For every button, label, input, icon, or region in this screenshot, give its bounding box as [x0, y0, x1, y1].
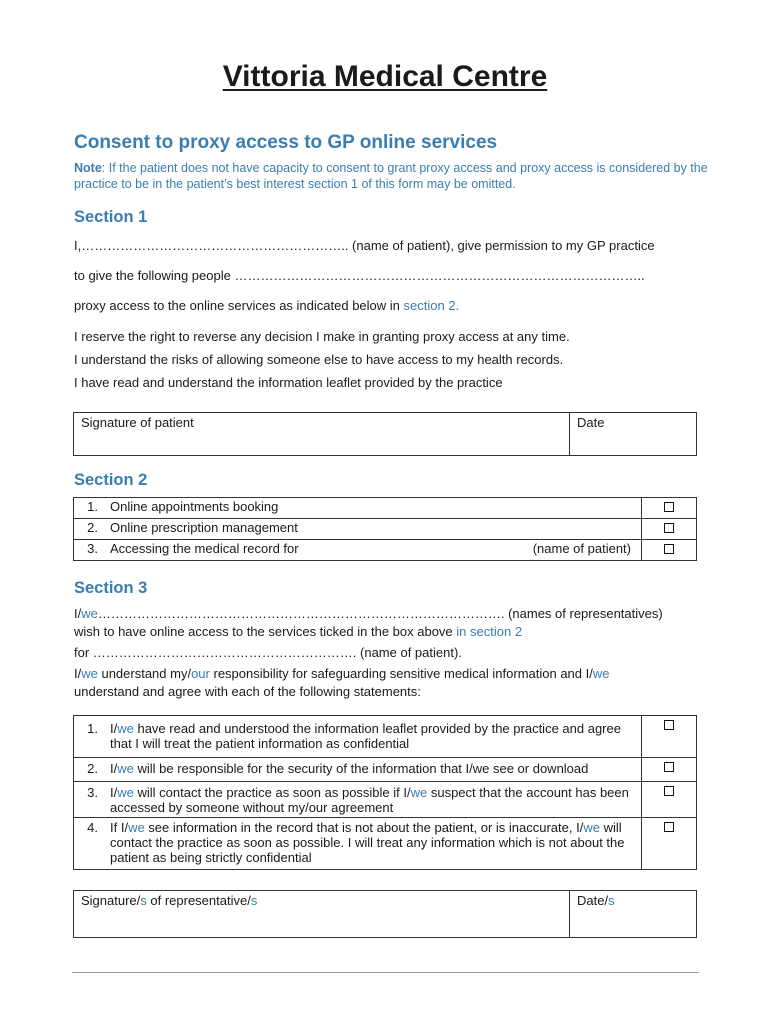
resp-text1: understand my/ — [97, 666, 192, 681]
statement-pre: I/ — [110, 761, 118, 776]
wish-text: wish to have online access to the services ticked in the box above — [74, 624, 457, 639]
rep-date-label-a: Date/ — [577, 893, 609, 908]
patient-date-label: Date — [577, 415, 605, 430]
statement-number: 4. — [87, 820, 98, 835]
rep-dots: …………………………………………………………………………………. (names of representatives) — [97, 606, 663, 621]
statement2-checkbox[interactable] — [664, 762, 674, 772]
statement-body2: will contact the practice as soon as possible. I will treat any information which is not about the patient as being strictly confidential — [110, 820, 625, 865]
statement-reverse: I reserve the right to reverse any decision I make in granting proxy access at any time. — [74, 329, 570, 344]
representative-date-field[interactable] — [570, 891, 697, 938]
statement-leaflet: I have read and understand the information leaflet provided by the practice — [74, 375, 503, 390]
section2-reference: section 2. — [403, 298, 460, 313]
wish-line — [74, 624, 522, 639]
note — [74, 160, 714, 192]
statement-checkbox-cell — [642, 782, 697, 818]
statement-we2: we — [410, 785, 428, 800]
statement-cell — [74, 758, 642, 782]
rep-sig-label-b: s — [140, 893, 147, 908]
statement-row — [74, 716, 697, 758]
section2-heading: Section 2 — [74, 471, 148, 489]
statement-number: 3. — [87, 785, 98, 800]
rep-sig-label-a: Signature/ — [81, 893, 141, 908]
statement-pre: If I/ — [110, 820, 129, 835]
statement-body: see information in the record that is not about the patient, or is inaccurate, I/ — [144, 820, 584, 835]
rep-sig-label-d: s — [250, 893, 258, 908]
service-label: Online prescription management — [110, 520, 298, 535]
service-label: Online appointments booking — [110, 499, 279, 514]
service-number: 3. — [87, 541, 98, 556]
service-cell — [74, 498, 642, 519]
statement-body2: suspect that the account has been accessed by someone without my/our agreement — [110, 785, 629, 815]
statement-cell — [74, 782, 642, 818]
statement-cell — [74, 716, 642, 758]
statement3-checkbox[interactable] — [664, 786, 674, 796]
statement-number: 2. — [87, 761, 98, 776]
statement-body: will be responsible for the security of the information that I/we see or download — [133, 761, 589, 776]
statement-row — [74, 782, 697, 818]
section3-heading: Section 3 — [74, 579, 148, 597]
proxy-access-line — [74, 298, 459, 313]
section1-heading: Section 1 — [74, 208, 148, 226]
representatives-line[interactable] — [74, 606, 663, 621]
patient-date-field[interactable] — [570, 413, 697, 456]
page-title: Vittoria Medical Centre — [222, 60, 548, 93]
resp-text2: responsibility for safeguarding sensitive medical information and I/ — [209, 666, 593, 681]
statement-checkbox-cell — [642, 716, 697, 758]
statement-body: will contact the practice as soon as possible if I/ — [133, 785, 411, 800]
statement-number: 1. — [87, 721, 98, 736]
statement-body: have read and understood the information leaflet provided by the practice and agree that I will treat the patient information as confidential — [110, 721, 621, 751]
statement-text — [110, 721, 641, 751]
representative-signature-table — [73, 890, 697, 938]
wish-section-ref: in section 2 — [456, 624, 523, 639]
footer-divider — [72, 972, 699, 973]
resp-our: our — [191, 666, 210, 681]
service-checkbox-cell — [642, 519, 697, 540]
patient-signature-table — [73, 412, 697, 456]
rep-date-label-b: s — [608, 893, 615, 908]
resp-we2: we — [592, 666, 610, 681]
statement-row — [74, 758, 697, 782]
resp-we: we — [81, 666, 98, 681]
statements-table — [73, 715, 697, 870]
note-text: : If the patient does not have capacity to consent to grant proxy access and proxy access is considered by the practice to be in the patient’s best interest section 1 of this form may be omitted. — [74, 161, 708, 191]
statement-pre: I/ — [110, 785, 118, 800]
agree-line: understand and agree with each of the following statements: — [74, 684, 421, 699]
statement-we: we — [117, 761, 134, 776]
statement-cell — [74, 818, 642, 870]
service-cell — [74, 519, 642, 540]
prescription-checkbox[interactable] — [664, 523, 674, 533]
service-row — [74, 498, 697, 519]
statement-text — [110, 785, 641, 815]
service-checkbox-cell — [642, 498, 697, 519]
service-checkbox-cell — [642, 540, 697, 561]
representative-signature-field[interactable] — [74, 891, 570, 938]
service-suffix: (name of patient) — [532, 541, 631, 556]
form-subtitle: Consent to proxy access to GP online services — [74, 132, 498, 153]
patient-name-line[interactable]: I,…………………………………………………….. (name of patient), give permission to my GP practice — [74, 238, 655, 253]
service-row — [74, 540, 697, 561]
resp-i: I/ — [74, 666, 82, 681]
statement1-checkbox[interactable] — [664, 720, 674, 730]
services-table — [73, 497, 697, 561]
statement-checkbox-cell — [642, 758, 697, 782]
statement-text — [110, 761, 641, 776]
appointments-checkbox[interactable] — [664, 502, 674, 512]
service-cell — [74, 540, 642, 561]
responsibility-line — [74, 666, 609, 681]
statement-we: we — [128, 820, 145, 835]
statement-text — [110, 820, 641, 865]
patient-signature-field[interactable] — [74, 413, 570, 456]
statement-checkbox-cell — [642, 818, 697, 870]
statement-pre: I/ — [110, 721, 118, 736]
rep-i: I/ — [74, 606, 82, 621]
statement-we: we — [117, 785, 134, 800]
service-row — [74, 519, 697, 540]
proxy-access-text: proxy access to the online services as indicated below in — [74, 298, 404, 313]
proxy-people-line[interactable]: to give the following people ………………………………………………………………………………….. — [74, 268, 645, 283]
patient-signature-label: Signature of patient — [81, 415, 194, 430]
medical-record-checkbox[interactable] — [664, 544, 674, 554]
rep-we: we — [81, 606, 98, 621]
statement-risks: I understand the risks of allowing someone else to have access to my health records. — [74, 352, 564, 367]
statement4-checkbox[interactable] — [664, 822, 674, 832]
statement-we2: we — [583, 820, 600, 835]
rep-sig-label-c: of representative/ — [146, 893, 251, 908]
statement-we: we — [117, 721, 134, 736]
service-number: 1. — [87, 499, 98, 514]
service-number: 2. — [87, 520, 98, 535]
service-label: Accessing the medical record for — [110, 541, 299, 556]
statement-row — [74, 818, 697, 870]
note-label: Note — [74, 161, 102, 175]
for-patient-line[interactable]: for ……………………………………………………. (name of patient). — [74, 645, 462, 660]
